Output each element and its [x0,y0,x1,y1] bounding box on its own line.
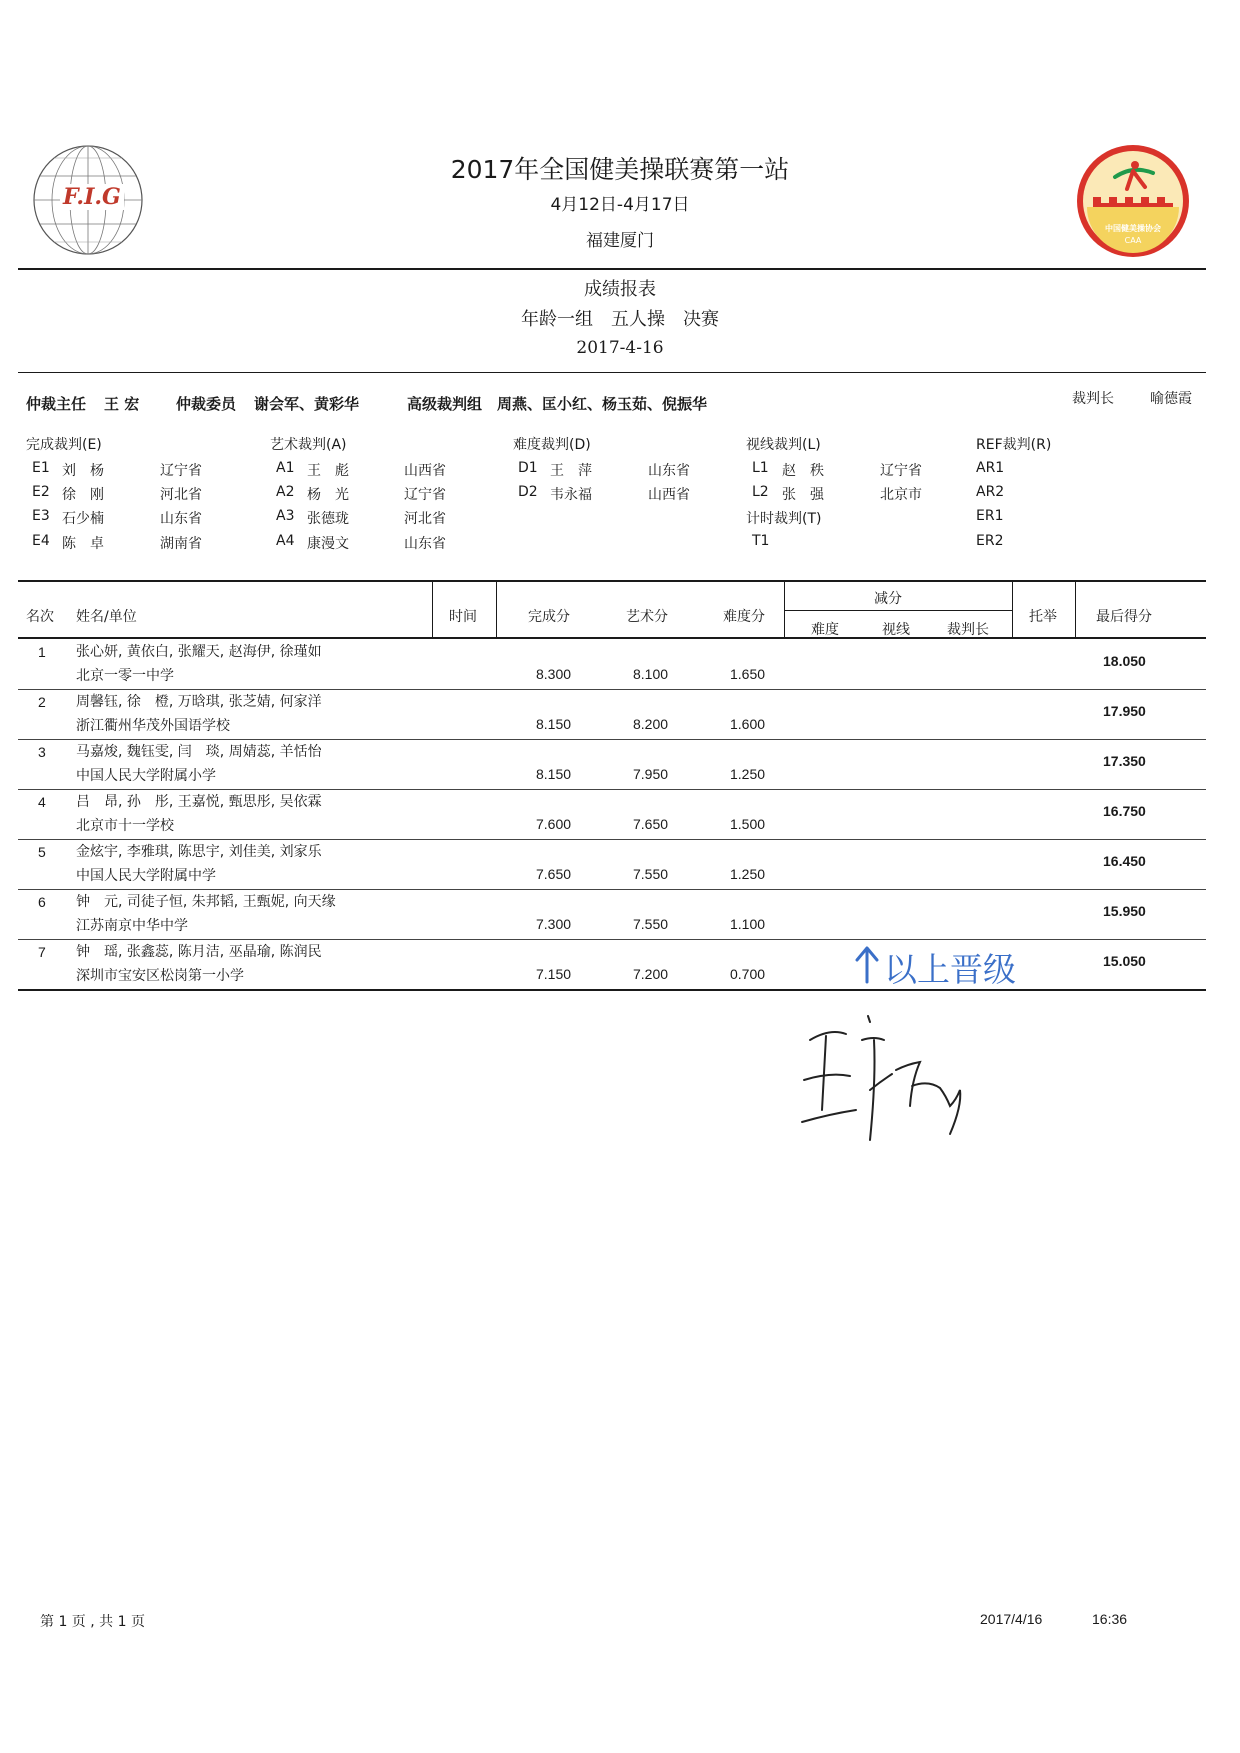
judge-province: 河北省 [404,511,446,527]
judge-province: 山东省 [160,511,202,527]
row-difficulty: 1.600 [730,716,766,732]
judge-province: 河北省 [160,487,202,503]
jury-divider [18,372,1206,373]
deductions-subline [784,610,1012,611]
table-bottom-line [18,989,1206,991]
judge-name: 王 彪 [307,463,349,479]
header-difficulty: 难度分 [723,609,765,625]
timer-judge-code: T1 [752,533,770,549]
judge-name: 刘 杨 [62,463,104,479]
row-execution: 8.300 [536,666,572,682]
fig-logo-text: F.I.G [60,184,124,210]
judge-code: D2 [518,484,538,500]
row-final-score: 17.950 [1103,703,1146,719]
artistic-judges-label: 艺术裁判(A) [270,437,347,453]
row-team-names: 金炫宇, 李雅琪, 陈思宇, 刘佳美, 刘家乐 [76,844,322,860]
row-unit: 北京一零一中学 [76,668,174,684]
row-final-score: 18.050 [1103,653,1146,669]
row-final-score: 16.750 [1103,803,1146,819]
row-unit: 深圳市宝安区松岗第一小学 [76,968,244,984]
judge-code: A3 [276,508,295,524]
row-difficulty: 1.100 [730,916,766,932]
header-deductions: 减分 [874,591,902,607]
judge-name: 张 强 [782,487,824,503]
judge-name: 王 萍 [550,463,592,479]
header-final: 最后得分 [1096,609,1152,625]
judge-province: 辽宁省 [880,463,922,479]
judge-province: 山西省 [404,463,446,479]
competition-venue: 福建厦门 [586,231,654,251]
judge-code: D1 [518,460,538,476]
row-execution: 8.150 [536,766,572,782]
col-divider [432,581,433,638]
up-arrow-icon [852,944,882,984]
judge-name: 赵 秩 [782,463,824,479]
header-divider [18,268,1206,270]
judge-name: 张德珑 [307,511,349,527]
judge-code: E2 [32,484,50,500]
row-unit: 中国人民大学附属小学 [76,768,216,784]
competition-dates: 4月12日-4月17日 [550,195,690,215]
row-artistic: 7.200 [633,966,669,982]
header-ded-difficulty: 难度 [811,622,839,638]
row-team-names: 周馨钰, 徐 橙, 万晗琪, 张芝婧, 何家洋 [76,694,322,710]
chief-judge-label: 裁判长 [1072,391,1114,407]
row-rank: 2 [38,694,46,710]
row-team-names: 钟 瑶, 张鑫蕊, 陈月洁, 巫晶瑜, 陈润民 [76,944,322,960]
row-execution: 7.600 [536,816,572,832]
row-artistic: 8.200 [633,716,669,732]
judge-name: 韦永福 [550,487,592,503]
header-execution: 完成分 [528,609,570,625]
judge-code: A2 [276,484,295,500]
row-divider [18,789,1206,790]
row-artistic: 7.950 [633,766,669,782]
execution-judges-label: 完成裁判(E) [26,437,102,453]
row-unit: 北京市十一学校 [76,818,174,834]
difficulty-judges-label: 难度裁判(D) [513,437,591,453]
print-time: 16:36 [1092,1611,1128,1627]
judge-province: 辽宁省 [404,487,446,503]
judge-province: 辽宁省 [160,463,202,479]
row-rank: 6 [38,894,46,910]
jury-members-label: 仲裁委员 [176,395,237,413]
row-divider [18,839,1206,840]
header-name: 姓名/单位 [76,609,137,625]
ref-code: AR2 [976,484,1005,500]
judge-province: 北京市 [880,487,922,503]
ref-judges-label: REF裁判(R) [976,437,1052,453]
row-divider [18,689,1206,690]
row-execution: 7.300 [536,916,572,932]
chief-judge: 喻德霞 [1150,391,1192,407]
page-title: 2017年全国健美操联赛第一站 [450,155,790,184]
row-execution: 7.150 [536,966,572,982]
row-final-score: 16.450 [1103,853,1146,869]
ref-code: ER2 [976,533,1004,549]
timer-judge-label: 计时裁判(T) [746,511,822,527]
row-difficulty: 1.650 [730,666,766,682]
advancement-text: 以上晋级 [884,950,1016,989]
judge-name: 康漫文 [307,536,349,552]
judge-province: 山东省 [404,536,446,552]
judge-name: 陈 卓 [62,536,104,552]
judge-code: A1 [276,460,295,476]
caa-logo-text: 中国健美操协会 [1105,224,1161,233]
row-artistic: 8.100 [633,666,669,682]
line-judges-label: 视线裁判(L) [746,437,821,453]
report-title: 成绩报表 [584,279,656,300]
row-team-names: 张心妍, 黄依白, 张耀天, 赵海伊, 徐瑾如 [76,644,322,660]
print-date: 2017/4/16 [980,1611,1043,1627]
judge-code: L1 [752,460,769,476]
header-ded-chief: 裁判长 [947,622,989,638]
judge-code: E4 [32,533,50,549]
row-difficulty: 0.700 [730,966,766,982]
judge-code: A4 [276,533,295,549]
jury-members: 谢会军、黄彩华 [254,395,360,413]
col-divider [496,581,497,638]
senior-judges-label: 高级裁判组 [407,395,483,413]
judge-province: 山东省 [648,463,690,479]
judge-code: E3 [32,508,50,524]
judge-province: 湖南省 [160,536,202,552]
row-unit: 浙江衢州华茂外国语学校 [76,718,230,734]
col-divider [1075,581,1076,638]
senior-judges: 周燕、匡小红、杨玉茹、倪振华 [497,395,708,413]
row-unit: 江苏南京中华中学 [76,918,188,934]
row-team-names: 吕 昂, 孙 彤, 王嘉悦, 甄思彤, 吴依霖 [76,794,322,810]
signature [800,1010,980,1150]
row-divider [18,889,1206,890]
signature-drawing [800,1010,980,1150]
page-indicator: 第 1 页 , 共 1 页 [40,1614,145,1630]
row-artistic: 7.650 [633,816,669,832]
row-artistic: 7.550 [633,866,669,882]
row-difficulty: 1.250 [730,866,766,882]
row-rank: 1 [38,644,46,660]
row-divider [18,739,1206,740]
ref-code: AR1 [976,460,1005,476]
header-rank: 名次 [26,609,54,625]
header-artistic: 艺术分 [626,609,668,625]
header-time: 时间 [449,609,477,625]
row-team-names: 钟 元, 司徒子恒, 朱邦韬, 王甄妮, 向天缘 [76,894,336,910]
row-rank: 7 [38,944,46,960]
row-difficulty: 1.500 [730,816,766,832]
header-lift: 托举 [1029,609,1057,625]
event-title: 年龄一组 五人操 决赛 [521,309,719,330]
event-date: 2017-4-16 [576,338,664,358]
row-final-score: 15.950 [1103,903,1146,919]
judge-province: 山西省 [648,487,690,503]
row-unit: 中国人民大学附属中学 [76,868,216,884]
ref-code: ER1 [976,508,1004,524]
row-rank: 5 [38,844,46,860]
table-header-bottom [18,637,1206,639]
row-execution: 7.650 [536,866,572,882]
judge-code: E1 [32,460,50,476]
caa-logo-sub: CAA [1124,236,1142,245]
judge-name: 杨 光 [307,487,349,503]
row-artistic: 7.550 [633,916,669,932]
jury-president: 王 宏 [104,395,140,413]
header-ded-line: 视线 [882,622,910,638]
row-team-names: 马嘉焌, 魏钰雯, 闫 琰, 周婧蕊, 羊恬怡 [76,744,322,760]
row-rank: 3 [38,744,46,760]
row-execution: 8.150 [536,716,572,732]
jury-president-label: 仲裁主任 [26,395,87,413]
row-rank: 4 [38,794,46,810]
judge-name: 徐 刚 [62,487,104,503]
row-final-score: 15.050 [1103,953,1146,969]
row-difficulty: 1.250 [730,766,766,782]
table-top-line [18,580,1206,582]
row-divider [18,939,1206,940]
judge-code: L2 [752,484,769,500]
judge-name: 石少楠 [62,511,104,527]
row-final-score: 17.350 [1103,753,1146,769]
col-divider [1012,581,1013,638]
